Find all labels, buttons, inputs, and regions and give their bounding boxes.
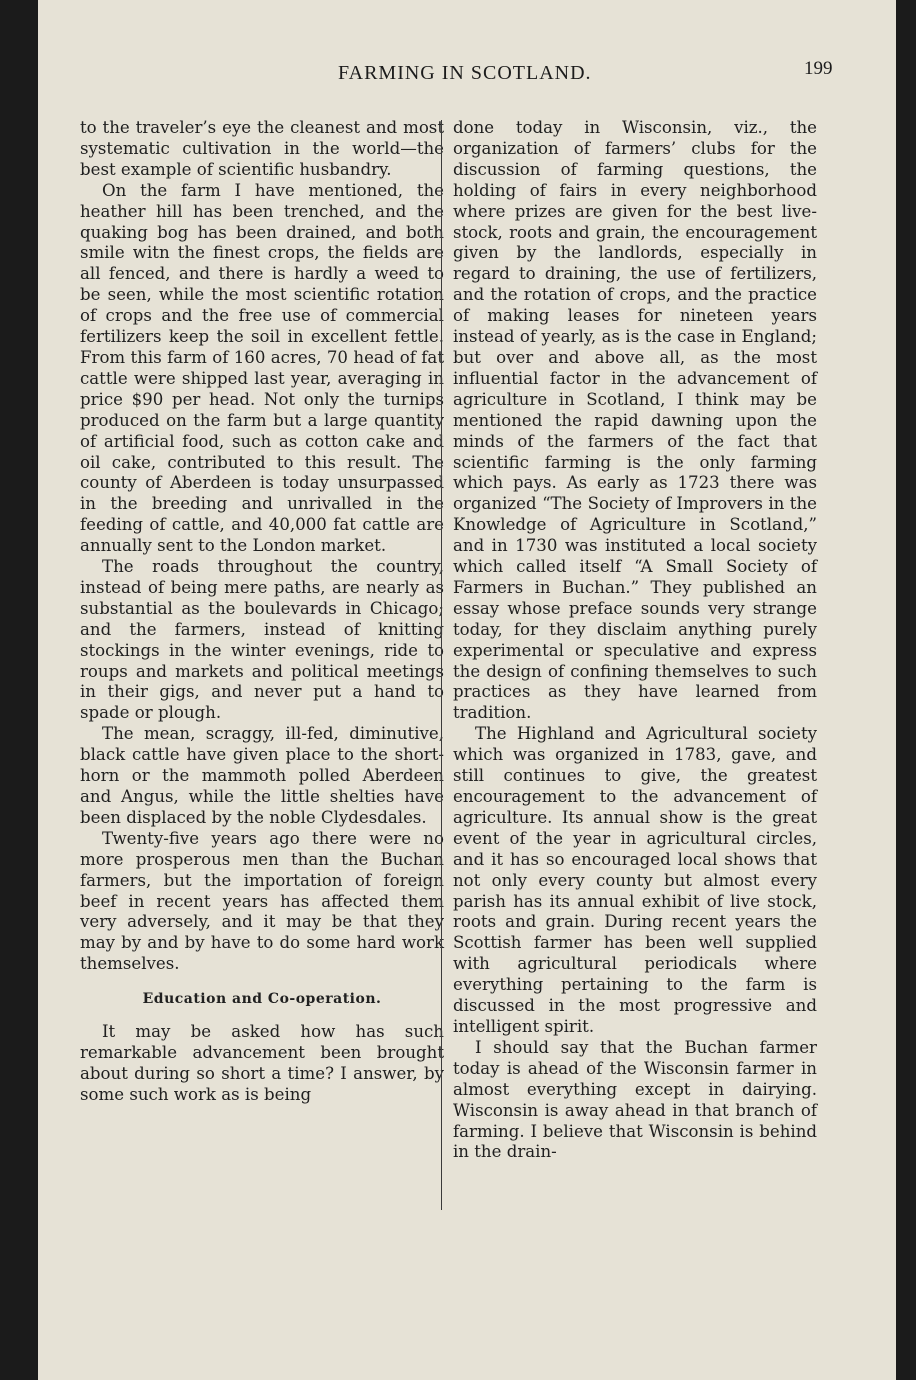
paragraph: Twenty-five years ago there were no more prosperous men than the Buchan farmers, but the importation of foreign beef in recent years has affected them very adversely, and it may be that they may by and by have to do some hard work themselves.	[80, 828, 444, 974]
right-column	[453, 118, 817, 1163]
paragraph: The roads throughout the country, instead of being mere paths, are nearly as substantial as the boulevards in Chicago; and the farmers, instead of knitting stockings in the winter evenings, ride to roups and markets and political meetings in their gigs, and never put a hand to spade or plough.	[80, 557, 444, 723]
page-number: 199	[804, 58, 833, 79]
paragraph: The mean, scraggy, ill-fed, diminutive, black cattle have given place to the short-horn or the mammoth polled Aberdeen and Angus, while the little shelties have been displaced by the noble Clydesdales.	[80, 724, 444, 827]
running-header-title: FARMING IN SCOTLAND.	[338, 62, 592, 84]
paragraph: I should say that the Buchan farmer today is ahead of the Wisconsin farmer in almost everything except in dairying. Wisconsin is away ahead in that branch of farming. I believe that Wisconsin is behind in the drain-	[453, 1037, 817, 1162]
book-page	[38, 0, 896, 1380]
section-subheading: Education and Co-operation.	[142, 991, 382, 1008]
paragraph: done today in Wisconsin, viz., the organization of farmers’ clubs for the discussion of farming questions, the holding of fairs in every neighborhood where prizes are given for the best live-stock, roots and grain, the encouragement given by the landlords, especially in regard to draining, the use of fertilizers, and the rotation of crops, and the practice of making leases for nineteen years instead of yearly, as is the case in England; but over and above all, as the most influential factor in the advancement of agriculture in Scotland, I think may be mentioned the rapid dawning upon the minds of the farmers of the fact that scientific farming is the only farming which pays. As early as 1723 there was organized “The Society of Improvers in the Knowledge of Agriculture in Scotland,” and in 1730 was instituted a local society which called itself “A Small Society of Farmers in Buchan.” They published an essay whose preface sounds very strange today, for they disclaim anything purely experimental or speculative and express the design of confining themselves to such practices as they have learned from tradition.	[453, 118, 817, 723]
left-column	[80, 118, 444, 1106]
paragraph: The Highland and Agricultural society which was organized in 1783, gave, and still continues to give, the greatest encouragement to the advancement of agriculture. Its annual show is the great event of the year in agricultural circles, and it has so encouraged local shows that not only every county but almost every parish has its annual exhibit of live stock, roots and grain. During recent years the Scottish farmer has been well supplied with agricultural periodicals where everything pertaining to the farm is discussed in the most progressive and intelligent spirit.	[453, 724, 817, 1036]
paragraph: It may be asked how has such remarkable advancement been brought about during so short a time? I answer, by some such work as is being	[80, 1022, 444, 1104]
paragraph: to the traveler’s eye the cleanest and most systematic cultivation in the world—the best example of scientific husbandry.	[80, 118, 444, 179]
paragraph: On the farm I have mentioned, the heather hill has been trenched, and the quaking bog has been drained, and both smile witn the finest crops, the fields are all fenced, and there is hardly a weed to be seen, while the most scientific rotation of crops and the free use of commercial fertilizers keep the soil in excellent fettle. From this farm of 160 acres, 70 head of fat cattle were shipped last year, averaging in price $90 per head. Not only the turnips produced on the farm but a large quantity of artificial food, such as cotton cake and oil cake, contributed to this result. The county of Aberdeen is today unsurpassed in the breeding and unrivalled in the feeding of cattle, and 40,000 fat cattle are annually sent to the London market.	[80, 180, 444, 556]
column-divider	[441, 120, 442, 1210]
